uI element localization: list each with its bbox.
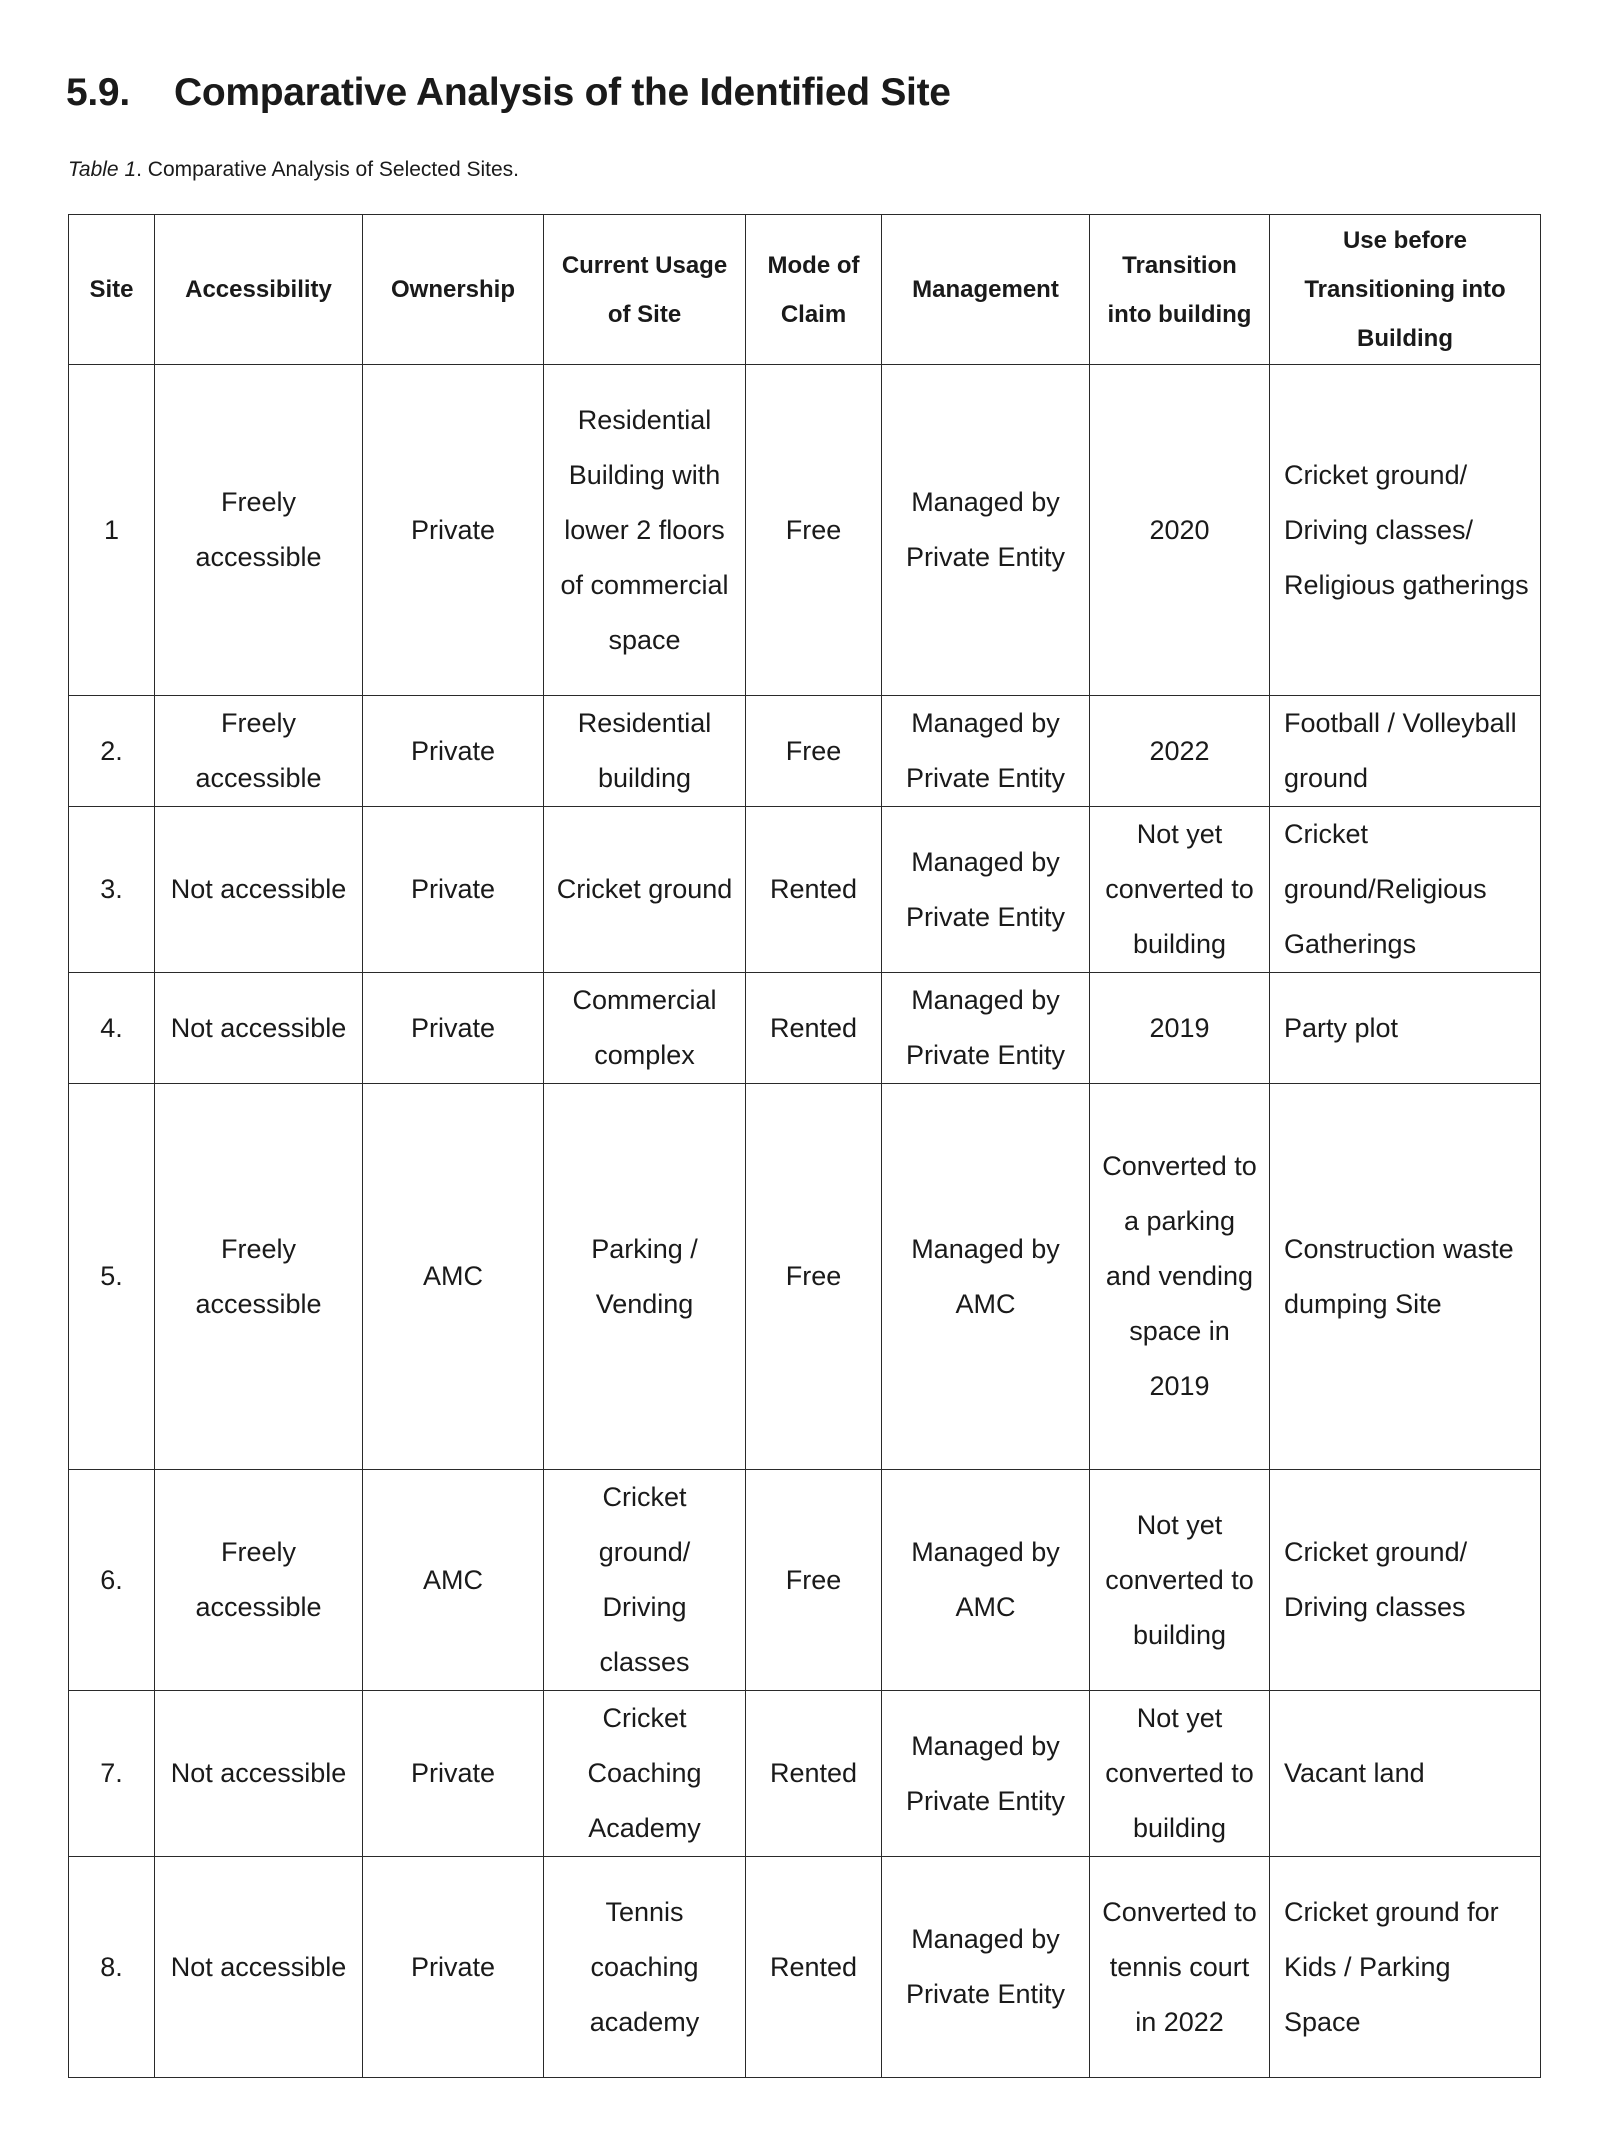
cell-transition: 2019 [1090, 973, 1270, 1084]
section-number: 5.9. [66, 71, 130, 114]
cell-site: 4. [69, 973, 155, 1084]
cell-usage: Residential Building with lower 2 floors of commercial space [544, 365, 746, 696]
header-transition: Transition into building [1090, 215, 1270, 365]
cell-management: Managed by Private Entity [882, 807, 1090, 973]
cell-management: Managed by Private Entity [882, 1857, 1090, 2078]
caption-label: Table 1 [68, 158, 137, 181]
cell-accessibility: Not accessible [155, 807, 363, 973]
cell-usage: Cricket Coaching Academy [544, 1691, 746, 1857]
cell-usage: Tennis coaching academy [544, 1857, 746, 2078]
cell-usage: Commercial complex [544, 973, 746, 1084]
cell-site: 1 [69, 365, 155, 696]
cell-use-before: Vacant land [1270, 1691, 1541, 1857]
cell-use-before: Football / Volleyball ground [1270, 696, 1541, 807]
cell-accessibility: Not accessible [155, 1857, 363, 2078]
section-heading [66, 68, 951, 118]
cell-management: Managed by Private Entity [882, 365, 1090, 696]
cell-site: 7. [69, 1691, 155, 1857]
header-mode-of-claim: Mode of Claim [746, 215, 882, 365]
cell-site: 2. [69, 696, 155, 807]
cell-usage: Cricket ground [544, 807, 746, 973]
cell-claim: Rented [746, 1691, 882, 1857]
cell-ownership: Private [363, 365, 544, 696]
cell-usage: Parking / Vending [544, 1084, 746, 1470]
cell-use-before: Cricket ground/ Driving classes/ Religious gatherings [1270, 365, 1541, 696]
header-accessibility: Accessibility [155, 215, 363, 365]
cell-ownership: Private [363, 807, 544, 973]
cell-transition: 2022 [1090, 696, 1270, 807]
cell-management: Managed by Private Entity [882, 696, 1090, 807]
cell-site: 5. [69, 1084, 155, 1470]
cell-management: Managed by AMC [882, 1470, 1090, 1691]
cell-use-before: Construction waste dumping Site [1270, 1084, 1541, 1470]
header-use-before: Use before Transitioning into Building [1270, 215, 1541, 365]
cell-transition: Not yet converted to building [1090, 807, 1270, 973]
cell-ownership: Private [363, 1691, 544, 1857]
cell-accessibility: Freely accessible [155, 1084, 363, 1470]
cell-use-before: Cricket ground/Religious Gatherings [1270, 807, 1541, 973]
cell-site: 6. [69, 1470, 155, 1691]
cell-ownership: AMC [363, 1084, 544, 1470]
cell-ownership: AMC [363, 1470, 544, 1691]
cell-claim: Free [746, 1084, 882, 1470]
cell-transition: Not yet converted to building [1090, 1691, 1270, 1857]
table-row [69, 1084, 1541, 1470]
cell-transition: Converted to tennis court in 2022 [1090, 1857, 1270, 2078]
table-row [69, 1470, 1541, 1691]
section-title: Comparative Analysis of the Identified Site [174, 71, 951, 114]
cell-transition: Not yet converted to building [1090, 1470, 1270, 1691]
cell-claim: Free [746, 365, 882, 696]
table-row [69, 696, 1541, 807]
cell-usage: Residential building [544, 696, 746, 807]
cell-use-before: Cricket ground/ Driving classes [1270, 1470, 1541, 1691]
table-header-row [69, 215, 1541, 365]
header-current-usage: Current Usage of Site [544, 215, 746, 365]
cell-accessibility: Freely accessible [155, 1470, 363, 1691]
cell-transition: Converted to a parking and vending space in 2019 [1090, 1084, 1270, 1470]
cell-site: 8. [69, 1857, 155, 2078]
cell-ownership: Private [363, 1857, 544, 2078]
table-row [69, 1857, 1541, 2078]
cell-site: 3. [69, 807, 155, 973]
cell-transition: 2020 [1090, 365, 1270, 696]
cell-use-before: Cricket ground for Kids / Parking Space [1270, 1857, 1541, 2078]
cell-claim: Rented [746, 973, 882, 1084]
cell-ownership: Private [363, 696, 544, 807]
table-caption [68, 156, 519, 184]
cell-claim: Rented [746, 1857, 882, 2078]
caption-text: . Comparative Analysis of Selected Sites. [136, 158, 519, 181]
table-row [69, 1691, 1541, 1857]
cell-ownership: Private [363, 973, 544, 1084]
cell-usage: Cricket ground/ Driving classes [544, 1470, 746, 1691]
cell-claim: Free [746, 1470, 882, 1691]
table-row [69, 807, 1541, 973]
cell-use-before: Party plot [1270, 973, 1541, 1084]
cell-accessibility: Not accessible [155, 973, 363, 1084]
table-row [69, 365, 1541, 696]
header-management: Management [882, 215, 1090, 365]
cell-accessibility: Freely accessible [155, 696, 363, 807]
cell-claim: Rented [746, 807, 882, 973]
cell-management: Managed by Private Entity [882, 973, 1090, 1084]
cell-accessibility: Freely accessible [155, 365, 363, 696]
cell-management: Managed by Private Entity [882, 1691, 1090, 1857]
header-ownership: Ownership [363, 215, 544, 365]
cell-claim: Free [746, 696, 882, 807]
cell-management: Managed by AMC [882, 1084, 1090, 1470]
table-row [69, 973, 1541, 1084]
comparative-analysis-table [68, 214, 1541, 2078]
cell-accessibility: Not accessible [155, 1691, 363, 1857]
header-site: Site [69, 215, 155, 365]
